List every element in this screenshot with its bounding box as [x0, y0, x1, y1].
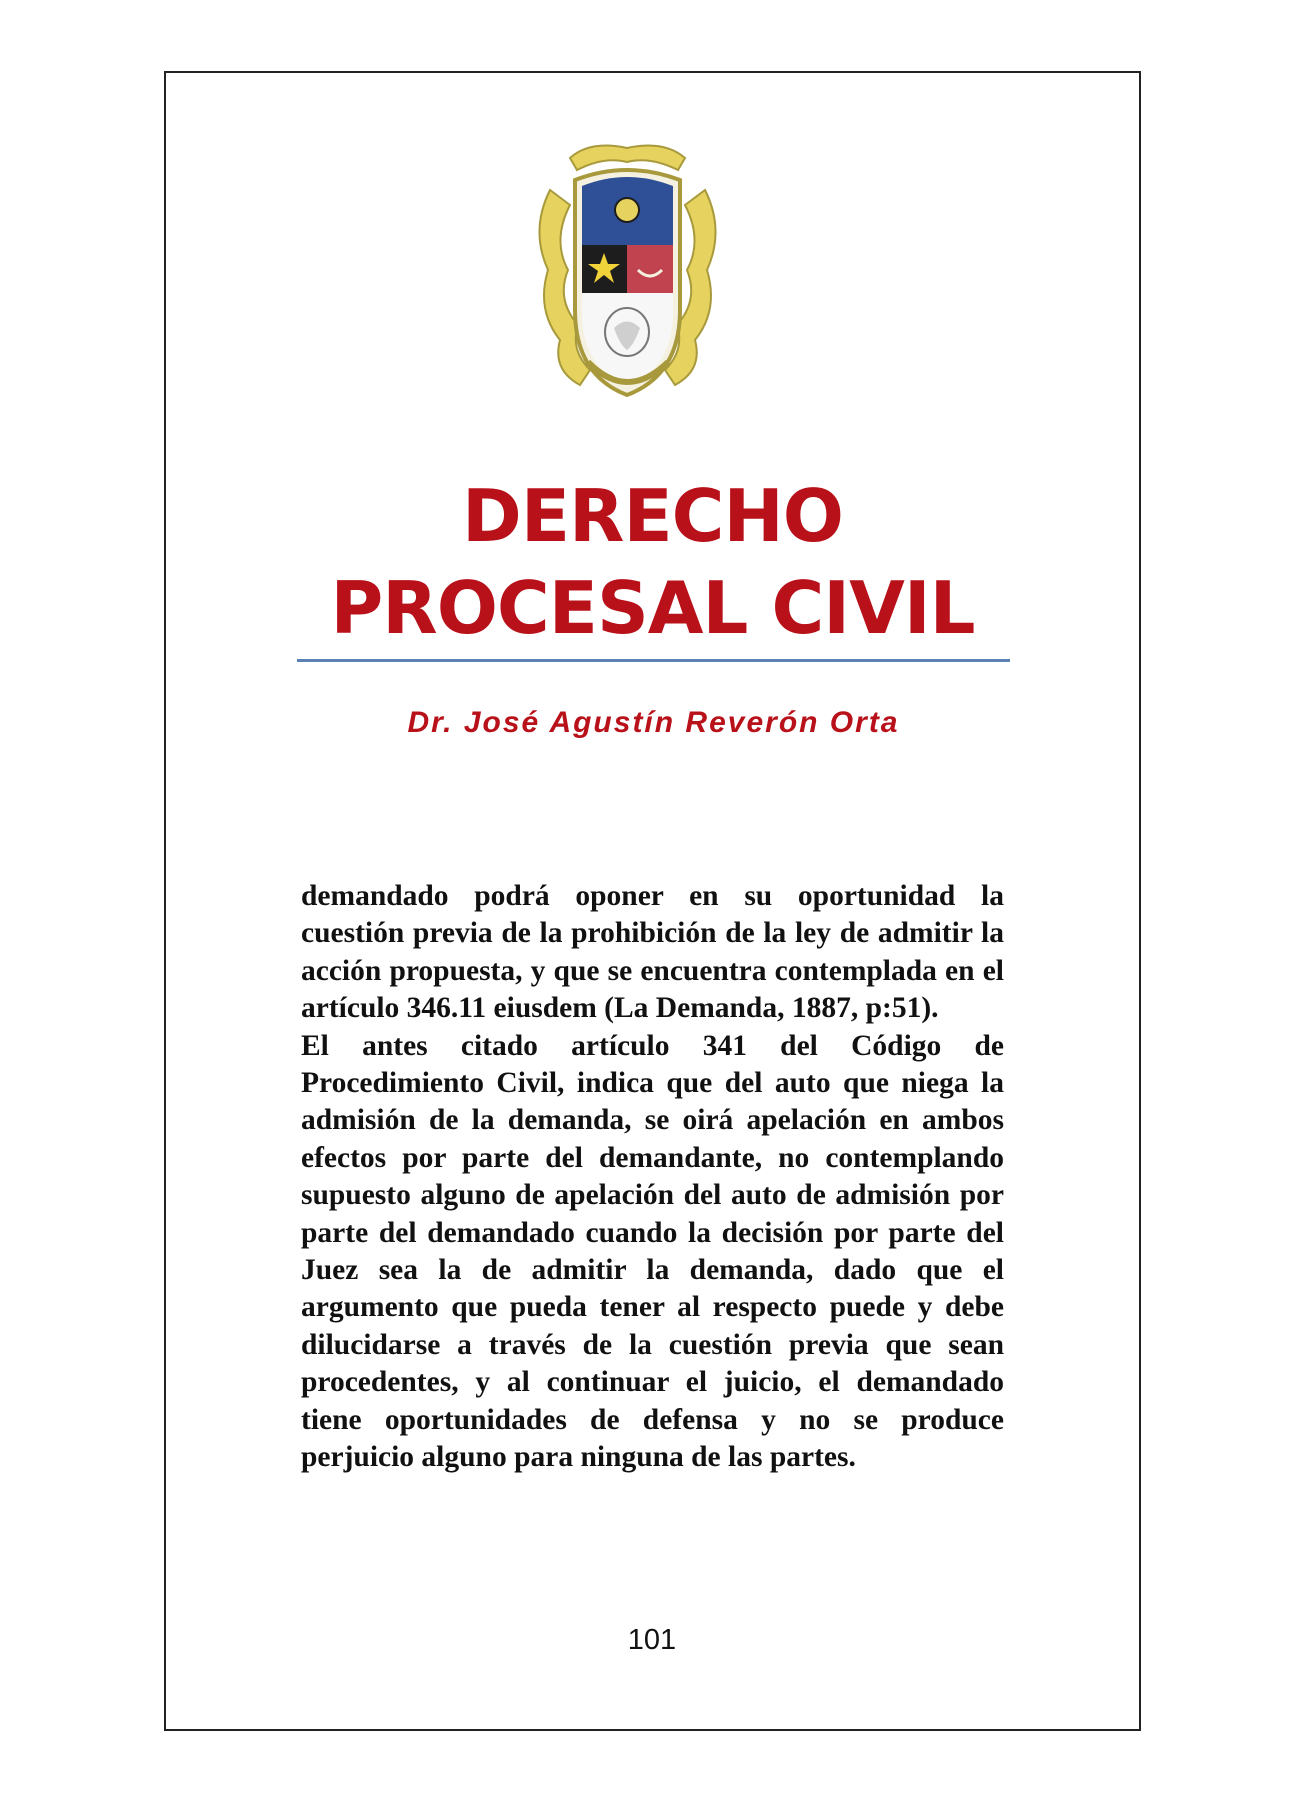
paragraph-1: demandado podrá oponer en su oportunidad la cuestión previa de la prohibición de la ley de admitir la acción propuesta, y que se encuentra contemplada en el artículo 346.11 eiusdem (La Demanda, 1887, p:51). [301, 880, 1004, 1025]
page-number: 101 [627, 1624, 677, 1656]
paragraph-2: El antes citado artículo 341 del Código de Procedimiento Civil, indica que del auto que niega la admisión de la demanda, se oirá apelación en ambos efectos por parte del demandante, no contemplando supuesto alguno de apelación del auto de admisión por parte del demandado cuando la decisión por parte del Juez sea la de admitir la demanda, dado que el argumento que pueda tener al respecto puede y debe dilucidarse a través de la cuestión previa que sean procedentes, y al continuar el juicio, el demandado tiene oportunidades de defensa y no se produce perjuicio alguno para ninguna de las partes. [301, 1029, 1004, 1474]
title-line-2: PROCESAL CIVIL [330, 566, 975, 650]
title-line-1: DERECHO [462, 474, 843, 558]
coat-of-arms-icon [530, 140, 725, 415]
title-divider [297, 659, 1010, 662]
body-text [301, 878, 1004, 1477]
author-name: Dr. José Agustín Reverón Orta [407, 706, 900, 739]
